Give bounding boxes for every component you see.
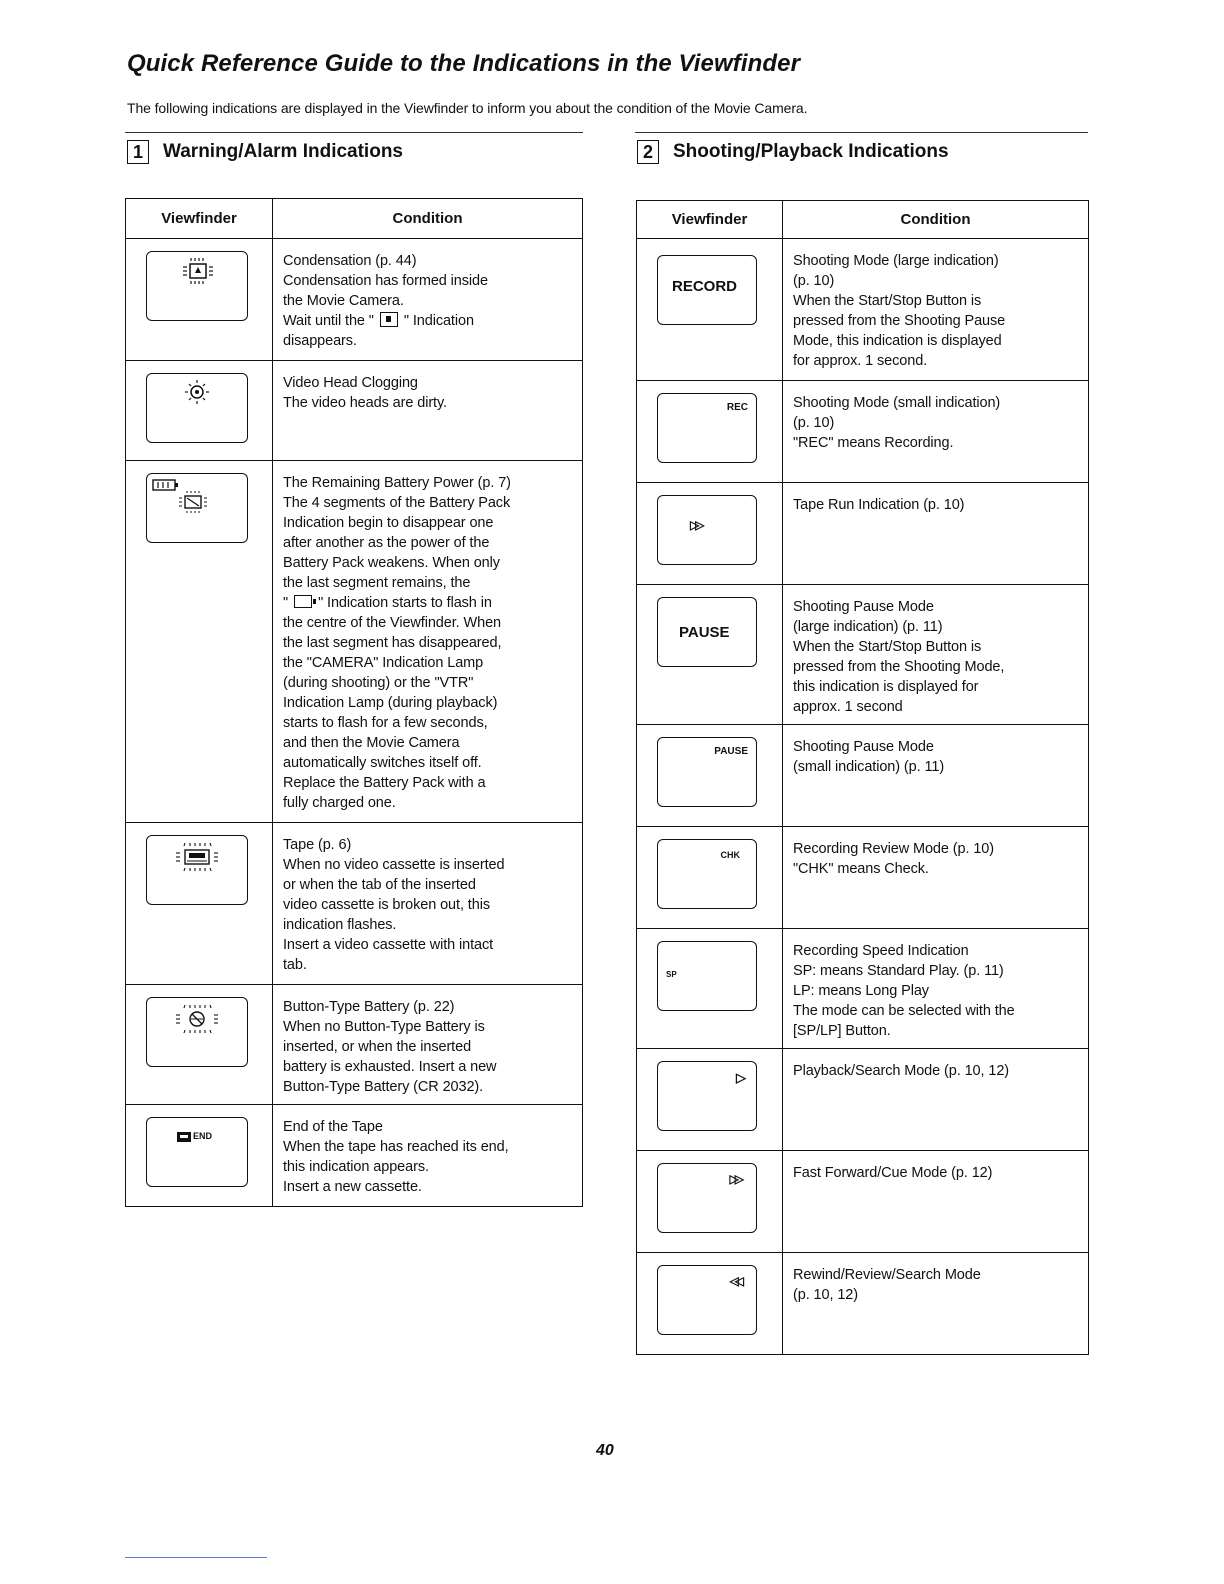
table-row (637, 1253, 1089, 1355)
condition-line: Shooting Mode (small indication) (793, 395, 1001, 411)
condition-text: " (283, 595, 289, 611)
condition-line: Recording Speed Indication (793, 943, 969, 959)
footnote-rule (125, 1557, 267, 1558)
condition-cell (273, 1105, 583, 1207)
condition-line: The mode can be selected with the (793, 1003, 1015, 1019)
chk-label: CHK (720, 850, 740, 860)
viewfinder-frame (146, 473, 248, 543)
condition-cell (783, 929, 1089, 1049)
condition-line: the "CAMERA" Indication Lamp (283, 655, 484, 671)
condition-line: When the Start/Stop Button is (793, 639, 982, 655)
condition-cell (273, 461, 583, 823)
condition-line: When no Button-Type Battery is (283, 1019, 485, 1035)
condensation-icon (380, 312, 398, 327)
condition-cell (783, 1049, 1089, 1151)
viewfinder-frame (657, 597, 757, 667)
condition-line: (large indication) (p. 11) (793, 619, 943, 635)
condition-line: indication flashes. (283, 917, 397, 933)
viewfinder-frame (657, 839, 757, 909)
condition-line: Indication begin to disappear one (283, 515, 494, 531)
condition-line: The video heads are dirty. (283, 395, 447, 411)
table-row (637, 381, 1089, 483)
condition-line: for approx. 1 second. (793, 353, 928, 369)
condition-line: When the tape has reached its end, (283, 1139, 509, 1155)
left-section-heading (127, 140, 403, 164)
condition-line: (p. 10) (793, 415, 835, 431)
viewfinder-cell (637, 239, 783, 381)
condition-line: pressed from the Shooting Mode, (793, 659, 1005, 675)
table-row (637, 929, 1089, 1049)
condition-line: Tape (p. 6) (283, 837, 352, 853)
condition-cell (783, 483, 1089, 585)
condition-line: Battery Pack weakens. When only (283, 555, 500, 571)
condition-line: fully charged one. (283, 795, 396, 811)
condition-line: and then the Movie Camera (283, 735, 460, 751)
condition-line: this indication appears. (283, 1159, 429, 1175)
condensation-icon (175, 256, 221, 286)
viewfinder-frame (146, 251, 248, 321)
viewfinder-cell (637, 585, 783, 725)
tape-cassette-icon (167, 840, 227, 876)
table-row (126, 361, 583, 461)
battery-power-icon (151, 476, 231, 518)
condition-cell (783, 827, 1089, 929)
condition-line: automatically switches itself off. (283, 755, 482, 771)
pause-small-label: PAUSE (714, 746, 748, 757)
table-row (126, 823, 583, 985)
condition-line: or when the tab of the inserted (283, 877, 476, 893)
viewfinder-frame (657, 941, 757, 1011)
condition-line: When the Start/Stop Button is (793, 293, 982, 309)
end-of-tape-icon (177, 1132, 191, 1142)
condition-line: (p. 10) (793, 273, 835, 289)
condition-line: Insert a new cassette. (283, 1179, 422, 1195)
condition-text: " Indication (403, 313, 474, 329)
condition-line: Button-Type Battery (p. 22) (283, 999, 455, 1015)
fast-forward-icon: ▷▷ (729, 1172, 740, 1186)
condition-line: Insert a video cassette with intact (283, 937, 494, 953)
condition-line: Condensation has formed inside (283, 273, 488, 289)
viewfinder-cell (637, 1049, 783, 1151)
viewfinder-cell (637, 1151, 783, 1253)
viewfinder-cell (126, 361, 273, 461)
condition-line: Indication Lamp (during playback) (283, 695, 498, 711)
table-row (126, 239, 583, 361)
video-head-clogging-icon (177, 378, 217, 408)
condition-text: " Indication starts to flash in (318, 595, 492, 611)
viewfinder-frame (657, 1163, 757, 1233)
condition-line: Video Head Clogging (283, 375, 418, 391)
right-section-rule (635, 132, 1088, 133)
condition-line: "CHK" means Check. (793, 861, 929, 877)
condition-cell (783, 725, 1089, 827)
condition-line: End of the Tape (283, 1119, 383, 1135)
sp-label: SP (666, 970, 677, 979)
viewfinder-frame (657, 1265, 757, 1335)
condition-line: Shooting Pause Mode (793, 599, 934, 615)
viewfinder-cell (126, 239, 273, 361)
viewfinder-cell (637, 483, 783, 585)
viewfinder-cell (126, 985, 273, 1105)
condition-line: the last segment remains, the (283, 575, 471, 591)
condition-cell (783, 1253, 1089, 1355)
condition-line: Tape Run Indication (p. 10) (793, 497, 965, 513)
column-header-condition: Condition (273, 199, 583, 239)
column-header-viewfinder: Viewfinder (126, 199, 273, 239)
rec-label: REC (726, 402, 748, 413)
table-row (637, 725, 1089, 827)
condition-line: (during shooting) or the "VTR" (283, 675, 474, 691)
condition-line: pressed from the Shooting Pause (793, 313, 1006, 329)
condition-line: starts to flash for a few seconds, (283, 715, 488, 731)
condition-line: the Movie Camera. (283, 293, 404, 309)
condition-line: the last segment has disappeared, (283, 635, 502, 651)
condition-cell (783, 585, 1089, 725)
condition-line: The 4 segments of the Battery Pack (283, 495, 511, 511)
battery-icon (294, 595, 312, 608)
tape-run-icon: ▷▷ (690, 518, 701, 532)
button-battery-icon (167, 1002, 227, 1038)
condition-line: Fast Forward/Cue Mode (p. 12) (793, 1165, 993, 1181)
viewfinder-frame (657, 737, 757, 807)
condition-line: disappears. (283, 333, 357, 349)
condition-line: "REC" means Recording. (793, 435, 954, 451)
viewfinder-frame (657, 255, 757, 325)
table-row (126, 985, 583, 1105)
warning-indications-table (125, 198, 583, 1207)
shooting-indications-table (636, 200, 1089, 1355)
viewfinder-cell (637, 1253, 783, 1355)
condition-line (283, 593, 574, 613)
section-number: 2 (637, 140, 659, 164)
viewfinder-frame (146, 835, 248, 905)
table-row (637, 483, 1089, 585)
condition-cell (783, 381, 1089, 483)
condition-line: Shooting Mode (large indication) (793, 253, 999, 269)
table-row (126, 461, 583, 823)
viewfinder-cell (637, 381, 783, 483)
record-label: RECORD (672, 278, 738, 295)
viewfinder-frame (657, 393, 757, 463)
pause-large-label: PAUSE (679, 624, 730, 641)
table-row (637, 1151, 1089, 1253)
condition-cell (273, 239, 583, 361)
condition-line: (p. 10, 12) (793, 1287, 858, 1303)
right-section-heading (637, 140, 949, 164)
page-intro: The following indications are displayed in the Viewfinder to inform you about the condition of the Movie Camera. (127, 100, 808, 116)
column-header-viewfinder: Viewfinder (637, 201, 783, 239)
condition-line: Button-Type Battery (CR 2032). (283, 1079, 484, 1095)
table-row (126, 1105, 583, 1207)
condition-line: The Remaining Battery Power (p. 7) (283, 475, 511, 491)
condition-line: SP: means Standard Play. (p. 11) (793, 963, 1004, 979)
left-section-rule (125, 132, 583, 133)
condition-line: inserted, or when the inserted (283, 1039, 472, 1055)
condition-line: battery is exhausted. Insert a new (283, 1059, 497, 1075)
viewfinder-frame (146, 373, 248, 443)
condition-line: When no video cassette is inserted (283, 857, 505, 873)
condition-line: [SP/LP] Button. (793, 1023, 891, 1039)
viewfinder-frame (146, 1117, 248, 1187)
section-title: Warning/Alarm Indications (163, 141, 403, 162)
viewfinder-cell (126, 823, 273, 985)
condition-cell (783, 1151, 1089, 1253)
play-icon: ▷ (736, 1070, 746, 1085)
condition-line: Mode, this indication is displayed (793, 333, 1002, 349)
condition-line: (small indication) (p. 11) (793, 759, 945, 775)
viewfinder-cell (637, 827, 783, 929)
viewfinder-cell (126, 1105, 273, 1207)
condition-line: tab. (283, 957, 307, 973)
condition-line: video cassette is broken out, this (283, 897, 490, 913)
page-number: 40 (596, 1442, 614, 1459)
condition-line: Playback/Search Mode (p. 10, 12) (793, 1063, 1010, 1079)
column-header-condition: Condition (783, 201, 1089, 239)
condition-line: this indication is displayed for (793, 679, 979, 695)
viewfinder-frame (657, 1061, 757, 1131)
condition-cell (783, 239, 1089, 381)
viewfinder-frame (657, 495, 757, 565)
condition-line (283, 311, 574, 331)
table-row (637, 585, 1089, 725)
end-label: END (193, 1131, 213, 1141)
condition-line: approx. 1 second (793, 699, 903, 715)
viewfinder-cell (126, 461, 273, 823)
condition-line: after another as the power of the (283, 535, 490, 551)
condition-cell (273, 985, 583, 1105)
page-title: Quick Reference Guide to the Indications in the Viewfinder (127, 50, 801, 77)
condition-line: Condensation (p. 44) (283, 253, 417, 269)
section-title: Shooting/Playback Indications (673, 141, 949, 162)
condition-text: Wait until the " (283, 313, 374, 329)
viewfinder-frame (146, 997, 248, 1067)
condition-line: Replace the Battery Pack with a (283, 775, 486, 791)
condition-cell (273, 361, 583, 461)
section-number: 1 (127, 140, 149, 164)
condition-line: the centre of the Viewfinder. When (283, 615, 501, 631)
condition-line: Shooting Pause Mode (793, 739, 934, 755)
condition-line: Recording Review Mode (p. 10) (793, 841, 994, 857)
condition-line: LP: means Long Play (793, 983, 929, 999)
viewfinder-cell (637, 725, 783, 827)
rewind-icon: ◁◁ (729, 1274, 740, 1288)
table-row (637, 239, 1089, 381)
viewfinder-cell (637, 929, 783, 1049)
table-row (637, 1049, 1089, 1151)
condition-line: Rewind/Review/Search Mode (793, 1267, 981, 1283)
condition-cell (273, 823, 583, 985)
table-row (637, 827, 1089, 929)
